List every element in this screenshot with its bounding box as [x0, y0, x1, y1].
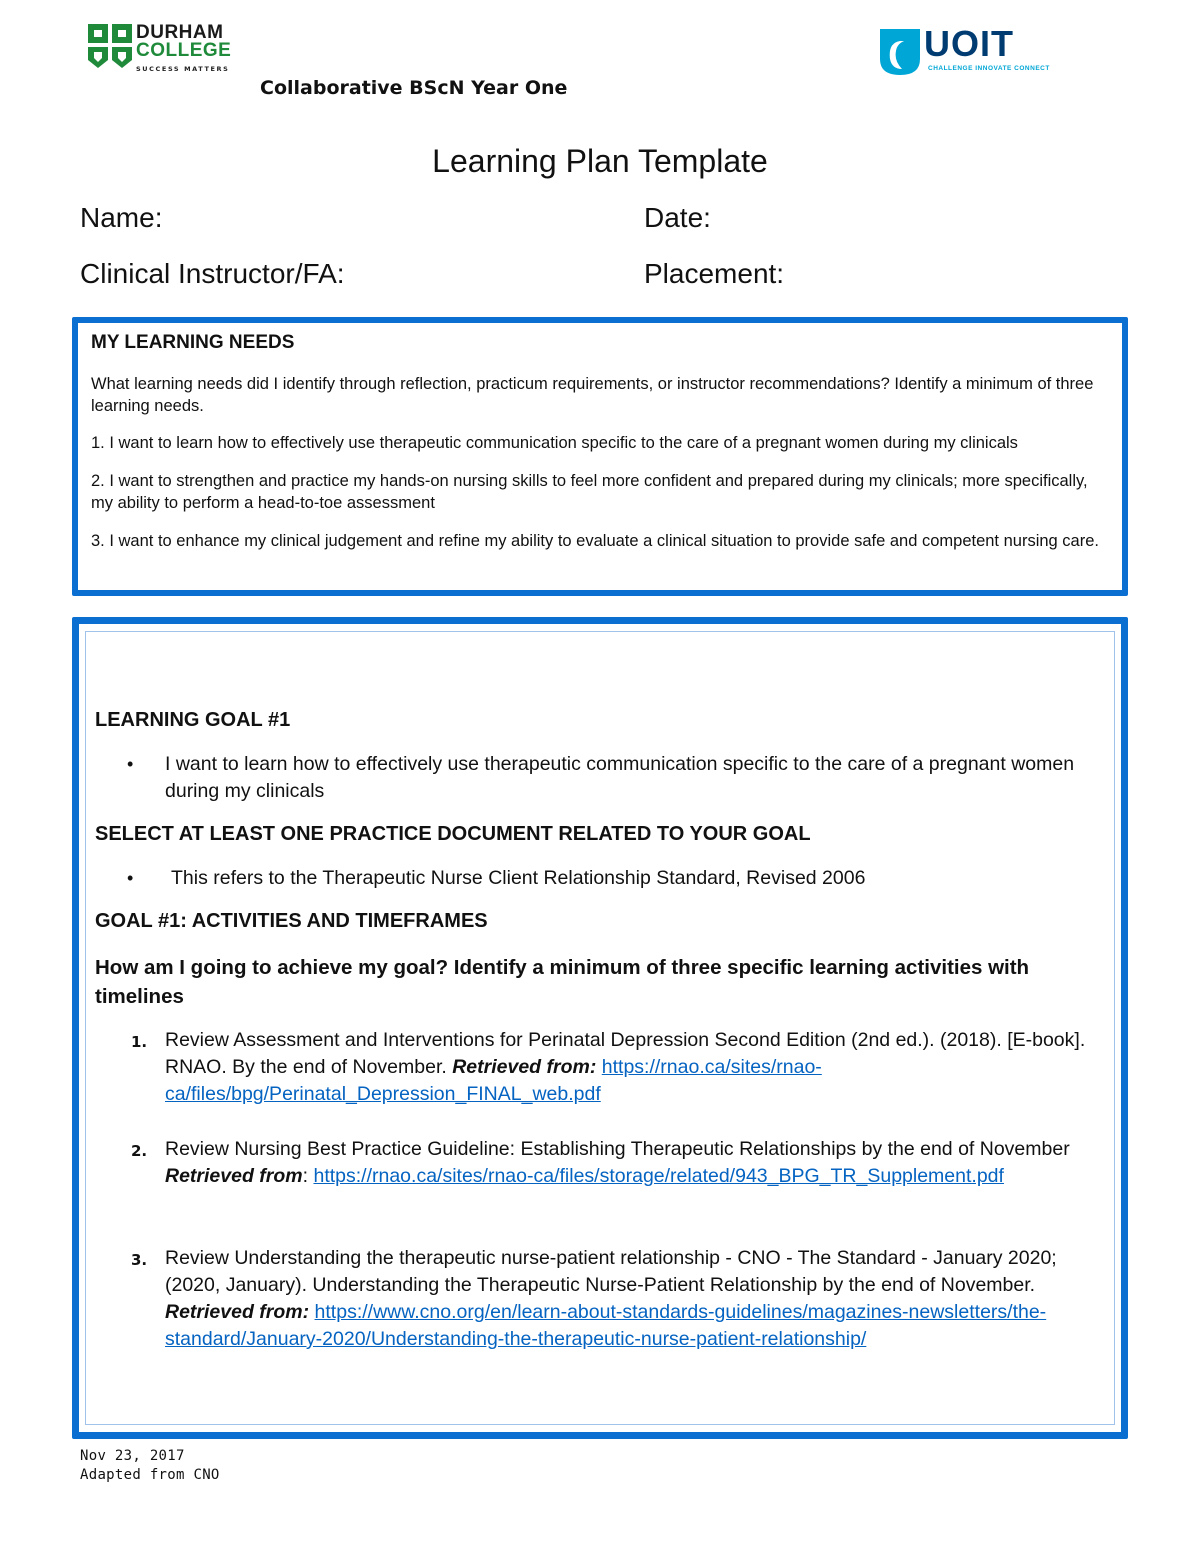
activities-heading: GOAL #1: ACTIVITIES AND TIMEFRAMES — [95, 910, 488, 932]
durham-name-line1: DURHAM — [136, 22, 224, 43]
name-label: Name: — [80, 202, 163, 233]
page-title: Learning Plan Template — [432, 143, 768, 179]
learning-needs-box — [72, 317, 1128, 596]
footer-source: Adapted from CNO — [80, 1467, 220, 1483]
activity-2-separator: : — [302, 1165, 314, 1187]
goal-bullet: • — [127, 754, 134, 774]
activity-1-text: Review Assessment and Interventions for Perinatal Depression Second Edition (2nd ed.). (2018). [E-book]. RNAO. By the end of November. — [165, 1029, 1086, 1078]
activity-2-text: Review Nursing Best Practice Guideline: Establishing Therapeutic Relationships by the end of November — [165, 1138, 1070, 1160]
program-title: Collaborative BScN Year One — [260, 77, 568, 99]
footer-date: Nov 23, 2017 — [80, 1448, 185, 1464]
activity-1-retrieved-label: Retrieved from: — [452, 1056, 597, 1078]
durham-tagline: SUCCESS MATTERS — [136, 65, 230, 73]
durham-college-logo — [88, 24, 238, 74]
practice-document-heading: SELECT AT LEAST ONE PRACTICE DOCUMENT RELATED TO YOUR GOAL — [95, 823, 811, 845]
uoit-tagline: CHALLENGE INNOVATE CONNECT — [928, 65, 1050, 72]
activity-2-number: 2. — [131, 1142, 148, 1160]
learning-need-2: 2. I want to strengthen and practice my hands-on nursing skills to feel more confident and prepared during my clinicals; more specifically, my ability to perform a head-to-toe assessment — [91, 472, 1088, 512]
learning-needs-prompt: What learning needs did I identify through reflection, practicum requirements, or instructor recommendations? Identify a minimum of three learning needs. — [91, 375, 1094, 415]
activity-3-text: Review Understanding the therapeutic nurse-patient relationship - CNO - The Standard - January 2020; (2020, January). Understanding the Therapeutic Nurse-Patient Relationship by the end of November. — [165, 1247, 1057, 1296]
instructor-label: Clinical Instructor/FA: — [80, 258, 345, 289]
activity-1 — [165, 1027, 1110, 1108]
activity-2 — [165, 1136, 1110, 1190]
activity-1-number: 1. — [131, 1033, 148, 1051]
practice-bullet: • — [127, 868, 134, 888]
activities-question: How am I going to achieve my goal? Identify a minimum of three specific learning activities with timelines — [95, 956, 1030, 1008]
activity-3-retrieved-label: Retrieved from: — [165, 1301, 310, 1323]
durham-shield-icon — [88, 24, 132, 68]
activity-3-number: 3. — [131, 1251, 148, 1269]
uoit-shield-icon — [880, 29, 920, 75]
date-label: Date: — [644, 202, 711, 233]
learning-goal-heading: LEARNING GOAL #1 — [95, 709, 291, 731]
learning-needs-heading: MY LEARNING NEEDS — [91, 332, 295, 353]
uoit-name: UOIT — [924, 23, 1014, 64]
learning-need-3: 3. I want to enhance my clinical judgement and refine my ability to evaluate a clinical situation to provide safe and competent nursing care. — [91, 532, 1099, 550]
learning-need-1: 1. I want to learn how to effectively use therapeutic communication specific to the care of a pregnant women during my clinicals — [91, 434, 1018, 452]
durham-name-line2: COLLEGE — [136, 40, 232, 61]
activity-2-link[interactable]: https://rnao.ca/sites/rnao-ca/files/storage/related/943_BPG_TR_Supplement.pdf — [313, 1165, 1004, 1187]
activity-3 — [165, 1245, 1110, 1353]
activity-1-link[interactable]: https://rnao.ca/sites/rnao-ca/files/bpg/Perinatal_Depression_FINAL_web.pdf — [165, 1056, 822, 1105]
goal-text: I want to learn how to effectively use therapeutic communication specific to the care of a pregnant women during my clinicals — [165, 753, 1075, 802]
uoit-logo — [880, 23, 1050, 77]
practice-document-text: This refers to the Therapeutic Nurse Client Relationship Standard, Revised 2006 — [171, 867, 866, 889]
activity-2-retrieved-label: Retrieved from — [165, 1165, 303, 1187]
placement-label: Placement: — [644, 258, 785, 289]
activity-3-link[interactable]: https://www.cno.org/en/learn-about-standards-guidelines/magazines-newsletters/the-standard/January-2020/Understanding-the-therapeutic-nurse-patient-relationship/ — [165, 1301, 1047, 1350]
